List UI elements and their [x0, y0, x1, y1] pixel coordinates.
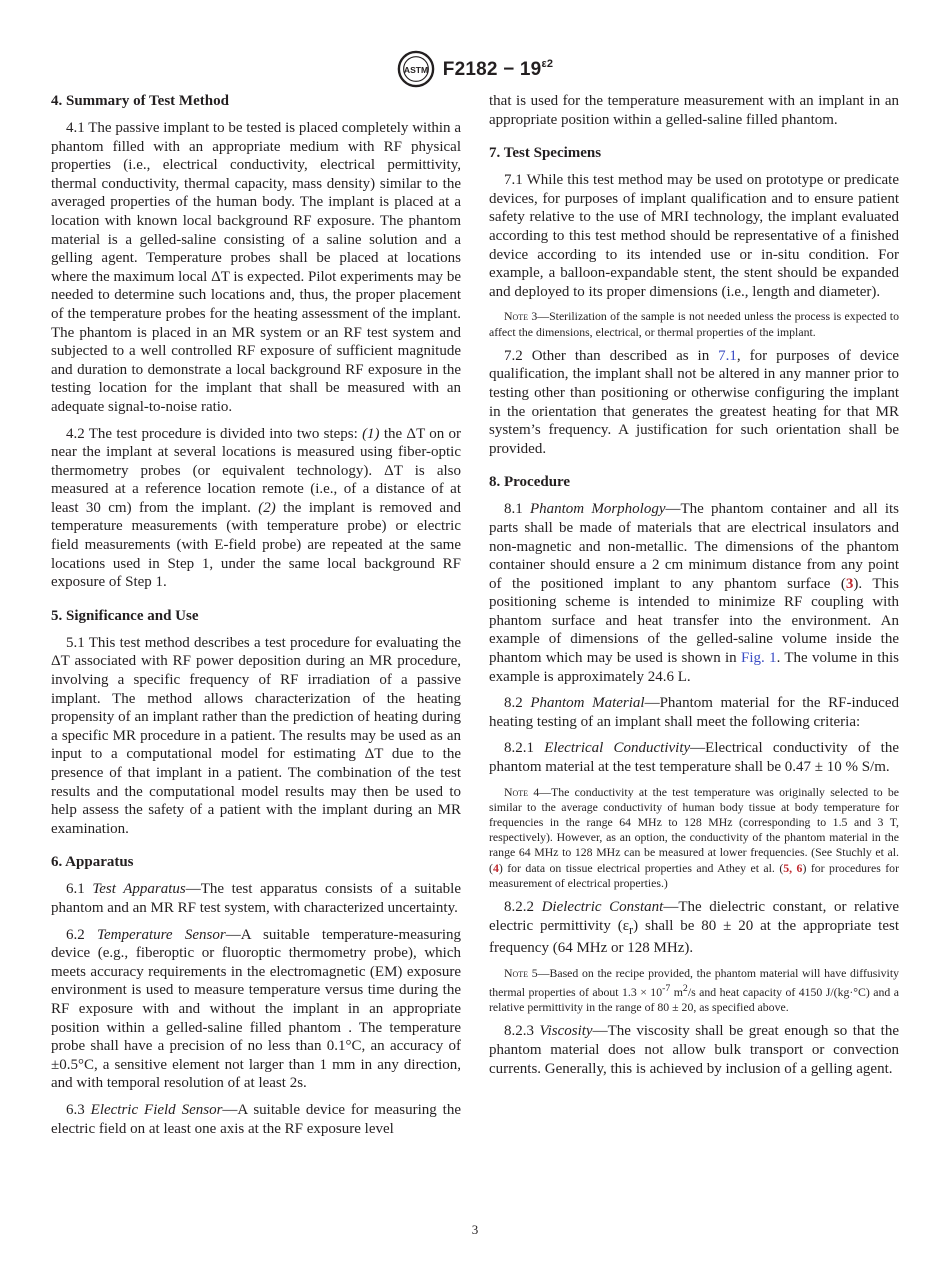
- reference-link-4[interactable]: 4: [492, 860, 499, 875]
- section-title-6: 6. Apparatus: [51, 854, 134, 871]
- note-3: Note 3—Sterilization of the sample is not needed unless the process is expected to affect the dimensions, electrical, or thermal properties of the implant.: [489, 309, 899, 339]
- paragraph-8-1: 8.1 Phantom Morphology—The phantom container and all its parts shall be made of materials that are electrical insulators and non-magnetic and non-metallic. The dimensions of the phantom container should ensure a 2 cm minimum distance from any point of the positioned implant to any phantom surface (3). This positioning scheme is intended to minimize RF coupling with phantom surface and heat transfer into the environment. An example of dimensions of the gelled-saline volume inside the phantom which may be used is shown in Fig. 1. The volume in this example is approximately 24.6 L.: [489, 501, 899, 685]
- section-title-4: 4. Summary of Test Method: [51, 93, 229, 109]
- reference-link-3[interactable]: 3: [845, 575, 854, 592]
- paragraph-6-3: 6.3 Electric Field Sensor—A suitable device for measuring the electric field on at least one axis at the RF exposure level: [51, 1101, 462, 1137]
- paragraph-4-2: 4.2 The test procedure is divided into two steps: (1) the ΔT on or near the implant at several locations is measured using fiber-optic thermometry probes (or equivalent technology). ΔT is also measured at a reference location remote (i.e., of a distance of at least 30 cm) from the implant. (2) the implant is removed and temperature measurements (with temperature probe) or electric field measurements (with E-field probe) are repeated at the same locations used in Step 1, under the same local background RF exposure of Step 1.: [51, 425, 462, 591]
- page-header: [0, 50, 950, 88]
- designation-superscript: ε2: [541, 57, 554, 70]
- logo-text: ASTM: [403, 64, 428, 75]
- figure-link-1[interactable]: Fig. 1: [741, 650, 777, 667]
- note-5: Note 5—Based on the recipe provided, the phantom material will have diffusivity thermal properties of about $1.3 \times 10^{-7}$ $m^2/s$ and heat capacity of 4150 J/(kg·°C) and a relative permittivity in the range of 80 ± 20, as specified above.: [489, 965, 899, 1015]
- note-4: Note 4—The conductivity at the test temperature was originally selected to be similar to the average conductivity of human body tissue at body temperature for frequencies in the range 64 MHz to 128 MHz (corresponding to 1.5 and 3 T, respectively). However, as an option, the conductivity of the phantom material in the range 64 MHz to 128 MHz can be measured at lower frequencies. (See Stuchly et al. (4) for data on tissue electrical properties and Athey et al. (5, 6) for procedures for measurement of electrical properties.): [489, 784, 899, 890]
- paragraph-5-1: 5.1 This test method describes a test procedure for evaluating the ΔT associated with RF power deposition during an MR procedure, involving a specific frequency of RF irradiation of a passive implant. The method allows characterization of the heating propensity of an implant rather than the prediction of heating during a specific MR procedure in a patient. The results may be used as an input to a computational model for estimating ΔT due to the presence of that implant in a patient. The combination of the test results and the computational model results may then be used to help assess the safety of a patient with the implant during an MR examination.: [51, 634, 461, 837]
- reference-link-5-6[interactable]: 5, 6: [783, 860, 803, 875]
- paragraph-6-3-continued: that is used for the temperature measurement with an implant in an appropriate position within a gelled-saline filled phantom.: [489, 93, 899, 128]
- paragraph-7-1: 7.1 While this test method may be used on prototype or predicate devices, for purposes of implant qualification and to ensure patient safety relative to the use of MRI technology, the implant evaluated according to this test method should be representative of a finished device according to its intended use or in-situ condition. For example, a balloon-expandable stent, the stent should be expanded and deployed to its proper dimensions (i.e., length and diameter).: [489, 172, 899, 300]
- paragraph-8-2-3: 8.2.3 Viscosity—The viscosity shall be great enough so that the phantom material does not allow bulk transport or convection currents. Generally, this is achieved by inclusion of a gelling agent.: [489, 1023, 900, 1077]
- astm-logo-icon: [397, 50, 435, 88]
- left-column: [51, 92, 461, 1146]
- right-column: [489, 92, 899, 1086]
- paragraph-8-2-1: 8.2.1 Electrical Conductivity—Electrical conductivity of the phantom material at the test temperature shall be 0.47 ± 10 % S/m.: [489, 740, 899, 776]
- paragraph-8-2: 8.2 Phantom Material—Phantom material for the RF-induced heating testing of an implant shall meet the following criteria:: [489, 695, 899, 730]
- paragraph-7-2: 7.2 Other than described as in 7.1, for purposes of device qualification, the implant shall not be altered in any manner prior to testing other than positioning or otherwise configuring the implant in the orientation that generates the greatest heating for that MR system’s frequency. A justification for such orientation shall be provided.: [489, 347, 899, 457]
- paragraph-8-2-2: 8.2.2 Dielectric Constant—The dielectric constant, or relative electric permittivity $(\varepsilon_r)$ shall be 80 ± 20 at the appropriate test frequency (64 MHz or 128 MHz).: [489, 899, 900, 957]
- section-title-8: 8. Procedure: [489, 474, 571, 491]
- paragraph-6-1: 6.1 Test Apparatus—The test apparatus consists of a suitable phantom and an MR RF test system, with characterized uncertainty.: [51, 881, 461, 916]
- standard-designation: $F2182 - 19^{\varepsilon 2}$: [442, 57, 554, 80]
- page-number: 3: [471, 1222, 479, 1237]
- paragraph-6-2: 6.2 Temperature Sensor—A suitable temperature-measuring device (e.g., fiberoptic or fluoroptic thermometry probe), which meets accuracy requirements in the electromagnetic (EM) exposure environment is used to measure temperature versus time during the RF exposure with and without the implant in an appropriate position within a gelled-saline filled phantom . The temperature probe shall have a precision of no less than 0.1°C, an accuracy of ±0.5°C, a sensitive element not larger than 1 mm in any direction, and with temporal resolution of at least 2s.: [51, 926, 462, 1092]
- section-link-7-1[interactable]: 7.1: [718, 347, 737, 364]
- paragraph-4-1: 4.1 The passive implant to be tested is placed completely within a phantom filled with an appropriate medium with RF physical properties (i.e., electrical conductivity, electrical permittivity, thermal conductivity, thermal capacity, mass density) similar to the averaged properties of the human body. The implant is placed at a location with known local background RF exposure. The phantom material is a gelled-saline consisting of a saline solution and a gelling agent. Temperature probes shall be placed at locations where the maximum local ΔT is expected. Pilot experiments may be needed to determine such locations and, thus, the proper placement of the temperature probes for the heating assessment of the implant. The phantom is placed in an MR system or an RF test system and subjected to a well controlled RF exposure of sufficient magnitude and duration to demonstrate a local background RF exposure in the testing location for the implant that shall be measured with an adequate signal-to-noise ratio.: [51, 120, 461, 415]
- section-title-5: 5. Significance and Use: [51, 607, 199, 624]
- section-title-7: 7. Test Specimens: [489, 145, 602, 162]
